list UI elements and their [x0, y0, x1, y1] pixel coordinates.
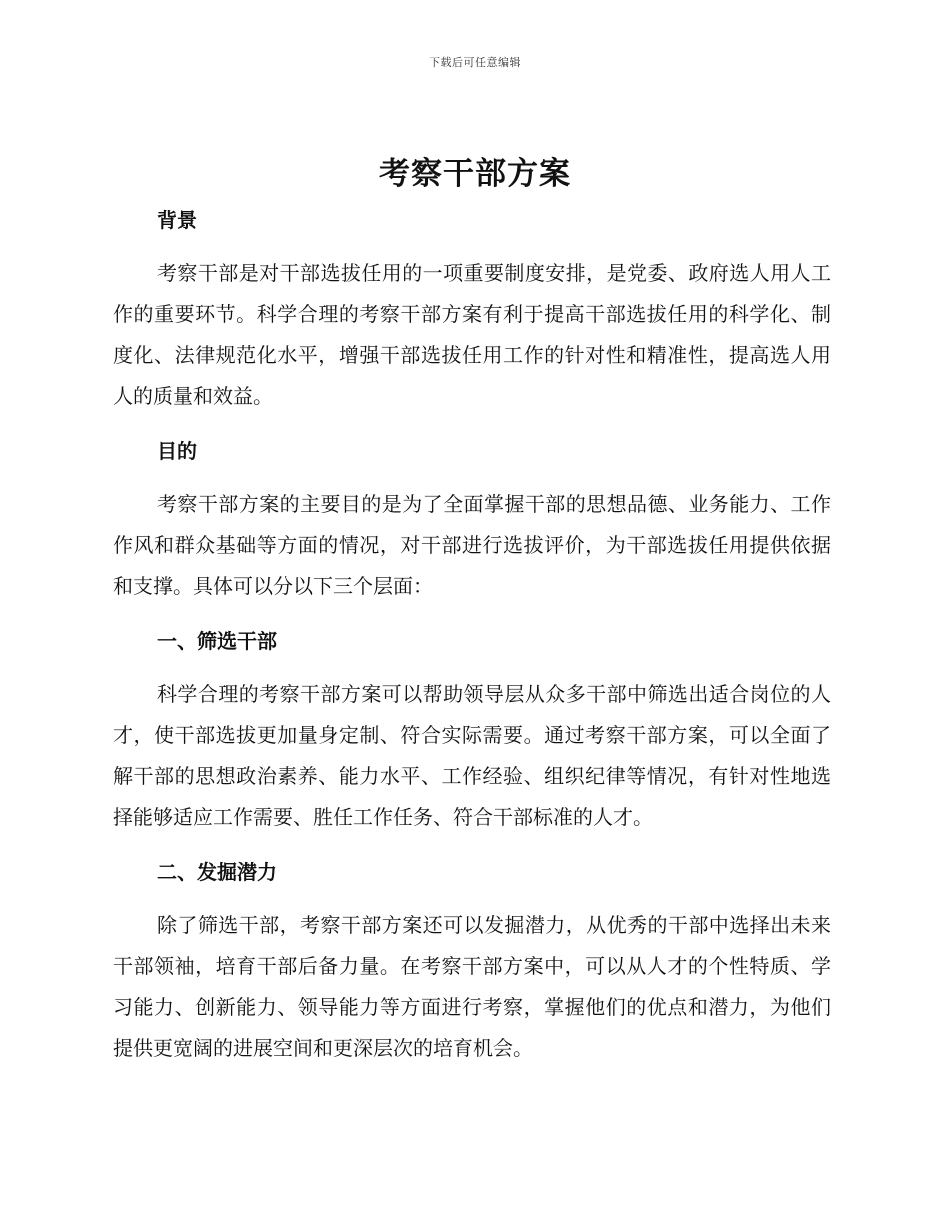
section-paragraph: 除了筛选干部，考察干部方案还可以发掘潜力，从优秀的干部中选择出未来干部领袖，培育干部后备力量。在考察干部方案中，可以从人才的个性特质、学习能力、创新能力、领导能力等方面进行考察，掌握他们的优点和潜力，为他们提供更宽阔的进展空间和更深层次的培育机会。 [113, 913, 831, 1060]
section-heading: 背景 [157, 208, 197, 232]
section-heading: 一、筛选干部 [157, 629, 277, 653]
document-body [113, 200, 831, 1069]
section-paragraph: 考察干部是对干部选拔任用的一项重要制度安排，是党委、政府选人用人工作的重要环节。科学合理的考察干部方案有利于提高干部选拔任用的科学化、制度化、法律规范化水平，增强干部选拔任用工作的针对性和精准性，提高选人用人的质量和效益。 [113, 261, 831, 408]
section-heading: 二、发掘潜力 [157, 860, 277, 884]
section-background [113, 200, 831, 431]
document-title: 考察干部方案 [379, 156, 571, 192]
section-paragraph: 科学合理的考察干部方案可以帮助领导层从众多干部中筛选出适合岗位的人才，使干部选拔更加量身定制、符合实际需要。通过考察干部方案，可以全面了解干部的思想政治素养、能力水平、工作经验、组织纪律等情况，有针对性地选择能够适应工作需要、胜任工作任务、符合干部标准的人才。 [113, 682, 831, 829]
page-header-note: 下载后可任意编辑 [429, 56, 521, 69]
section-paragraph: 考察干部方案的主要目的是为了全面掌握干部的思想品德、业务能力、工作作风和群众基础等方面的情况，对干部进行选拔评价，为干部选拔任用提供依据和支撑。具体可以分以下三个层面： [113, 492, 831, 598]
section-potential [113, 852, 831, 1069]
section-heading: 目的 [157, 439, 197, 463]
section-screening [113, 621, 831, 852]
section-purpose [113, 431, 831, 621]
